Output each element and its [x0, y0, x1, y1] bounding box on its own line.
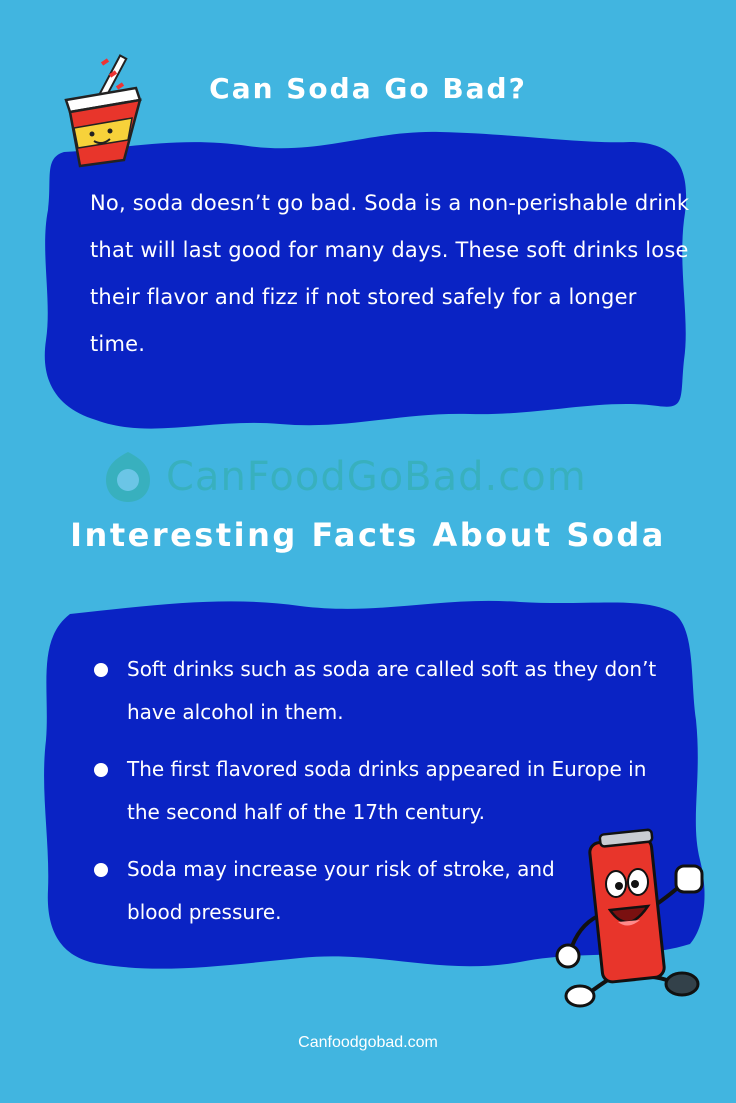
list-item	[92, 648, 682, 734]
fact-text: Soda may increase your risk of stroke, and blood pressure.	[127, 857, 555, 924]
fact-text: Soft drinks such as soda are called soft as they don’t have alcohol in them.	[127, 657, 657, 724]
bullet-icon	[94, 863, 108, 877]
facts-title: Interesting Facts About Soda	[70, 516, 666, 554]
list-item	[92, 848, 557, 934]
soda-can-mascot-icon	[548, 826, 718, 1022]
soda-cup-icon	[48, 48, 158, 176]
bullet-icon	[94, 763, 108, 777]
fact-text: The first flavored soda drinks appeared in Europe in the second half of the 17th century.	[127, 757, 647, 824]
watermark-text: CanFoodGoBad.com	[166, 454, 587, 500]
bullet-icon	[94, 663, 108, 677]
page-title: Can Soda Go Bad?	[209, 72, 527, 105]
answer-paragraph: No, soda doesn’t go bad. Soda is a non-perishable drink that will last good for many days. These soft drinks lose their flavor and fizz if not stored safely for a longer time.	[90, 191, 690, 356]
list-item	[92, 748, 682, 834]
logo-icon	[104, 450, 152, 504]
footer-site-name: Canfoodgobad.com	[298, 1034, 438, 1051]
watermark	[104, 446, 644, 508]
